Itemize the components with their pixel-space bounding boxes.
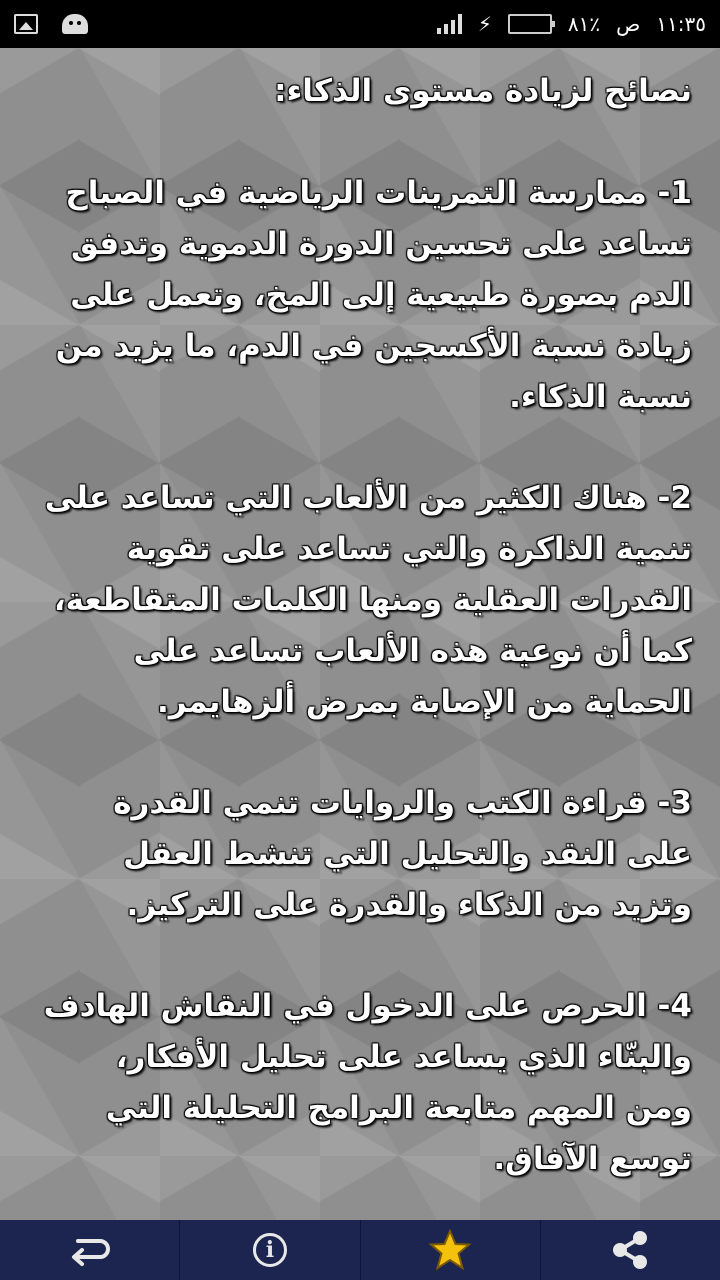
status-bar <box>0 0 720 48</box>
info-button[interactable] <box>179 1220 359 1280</box>
back-arrow-icon <box>68 1233 112 1267</box>
favorite-button[interactable] <box>360 1220 540 1280</box>
article-body <box>0 48 720 1220</box>
article-title: نصائح لزيادة مستوى الذكاء: <box>274 73 692 109</box>
tip-paragraph-3: 3- قراءة الكتب والروايات تنمي القدرة على النقد والتحليل التي تنشط العقل وتزيد من الذكاء والقدرة على التركيز. <box>113 785 692 923</box>
share-button[interactable] <box>540 1220 720 1280</box>
battery-percent: ٨١٪ <box>567 12 601 36</box>
back-button[interactable] <box>0 1220 179 1280</box>
system-icons <box>437 12 706 36</box>
article-view[interactable] <box>0 48 720 1220</box>
tip-paragraph-4: 4- الحرص على الدخول في النقاش الهادف والبنّاء الذي يساعد على تحليل الأفكار، ومن المهم متابعة البرامج التحليلة التي توسع الآفاق. <box>43 988 692 1177</box>
share-icon <box>608 1229 652 1271</box>
info-icon: i <box>253 1233 287 1267</box>
android-icon <box>62 14 88 34</box>
bottom-toolbar <box>0 1220 720 1280</box>
clock: ١١:٣٥ <box>656 12 706 36</box>
am-pm: ص <box>616 12 641 36</box>
image-icon <box>14 14 38 34</box>
tip-paragraph-2: 2- هناك الكثير من الألعاب التي تساعد على تنمية الذاكرة والتي تساعد على تقوية القدرات العقلية ومنها الكلمات المتقاطعة، كما أن نوعية هذه الألعاب تساعد على الحماية من الإصابة بمرض ألزهايمر. <box>44 480 692 720</box>
battery-icon <box>508 14 552 34</box>
charging-icon: ⚡ <box>477 12 492 36</box>
tip-paragraph-1: 1- ممارسة التمرينات الرياضية في الصباح تساعد على تحسين الدورة الدموية وتدفق الدم بصورة طبيعية إلى المخ، وتعمل على زيادة نسبة الأكسجين في الدم، ما يزيد من نسبة الذكاء. <box>55 175 692 415</box>
signal-icon <box>437 14 462 34</box>
notification-icons <box>14 14 88 34</box>
star-icon <box>428 1229 472 1271</box>
